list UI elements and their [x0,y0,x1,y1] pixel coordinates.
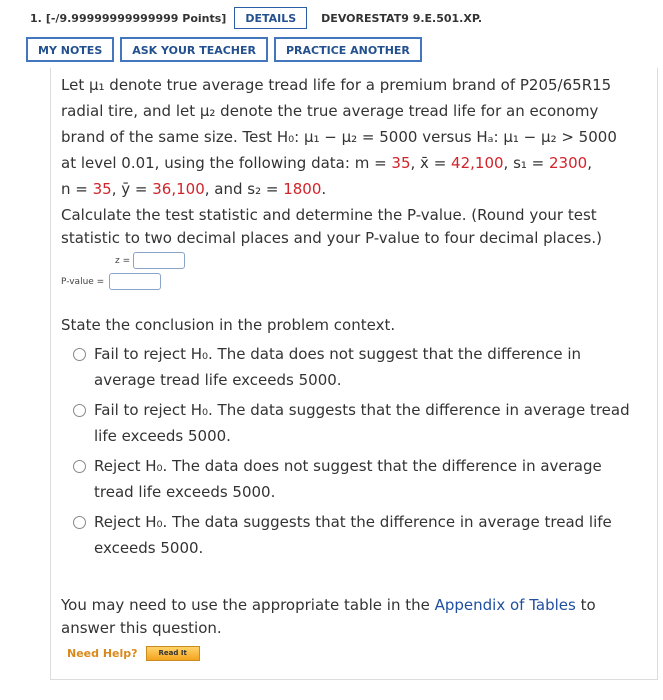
p-answer-row [61,273,161,290]
problem-line-1: Let μ₁ denote true average tread life for a premium brand of P205/65R15 [61,76,612,94]
question-code: DEVORESTAT9 9.E.501.XP. [321,11,483,25]
action-toolbar [26,37,428,62]
value-s1: 2300 [549,154,588,172]
problem-line-2: radial tire, and let μ₂ denote the true average tread life for an economy [61,102,599,120]
option-text: Fail to reject H₀. The data does not suggest that the difference in average tread life exceeds 5000. [94,345,582,389]
problem-statement [61,72,651,250]
points-label: [-/9.99999999999999 Points] [45,11,227,25]
radio-button[interactable] [73,348,86,361]
option-fail-reject-not-suggest[interactable] [61,341,641,393]
z-answer-row [115,252,185,269]
option-text: Reject H₀. The data does not suggest that the difference in average tread life exceeds 5000. [94,457,602,501]
read-it-button[interactable]: Read It [146,646,200,661]
option-reject-suggest[interactable] [61,509,641,561]
conclusion-section [61,313,641,561]
value-n: 35 [92,180,112,198]
option-text: Reject H₀. The data suggests that the difference in average tread life exceeds 5000. [94,513,612,557]
my-notes-button[interactable]: MY NOTES [26,37,114,62]
radio-button[interactable] [73,404,86,417]
value-s2: 1800 [283,180,322,198]
table-note: You may need to use the appropriate table in the Appendix of Tables to answer this question. [61,596,596,637]
p-value-label: P-value = [61,276,105,287]
value-ybar: 36,100 [152,180,205,198]
question-header [30,6,482,30]
radio-button[interactable] [73,516,86,529]
question-number: 1. [30,11,42,25]
need-help-label: Need Help? [67,647,138,660]
need-help-row [67,646,200,661]
problem-line-4: at level 0.01, using the following data: m = 35, x̄ = 42,100, s₁ = 2300, [61,154,592,172]
problem-line-3: brand of the same size. Test H₀: μ₁ − μ₂ = 5000 versus Hₐ: μ₁ − μ₂ > 5000 [61,128,617,146]
practice-another-button[interactable]: PRACTICE ANOTHER [274,37,422,62]
value-m: 35 [391,154,411,172]
appendix-tables-link[interactable]: Appendix of Tables [434,596,576,614]
instruction-text: Calculate the test statistic and determine the P-value. (Round your test statistic to two decimal places and your P-value to four decimal places.) [61,206,602,247]
option-fail-reject-suggest[interactable] [61,397,641,449]
option-text: Fail to reject H₀. The data suggests that the difference in average tread life exceeds 5000. [94,401,630,445]
z-label: z = [115,255,131,266]
option-reject-not-suggest[interactable] [61,453,641,505]
value-xbar: 42,100 [451,154,504,172]
radio-button[interactable] [73,460,86,473]
ask-teacher-button[interactable]: ASK YOUR TEACHER [120,37,268,62]
p-value-input[interactable] [109,273,161,290]
problem-line-5: n = 35, ȳ = 36,100, and s₂ = 1800. [61,180,327,198]
z-input[interactable] [133,252,185,269]
details-button[interactable]: DETAILS [234,7,307,29]
conclusion-prompt: State the conclusion in the problem context. [61,316,396,334]
